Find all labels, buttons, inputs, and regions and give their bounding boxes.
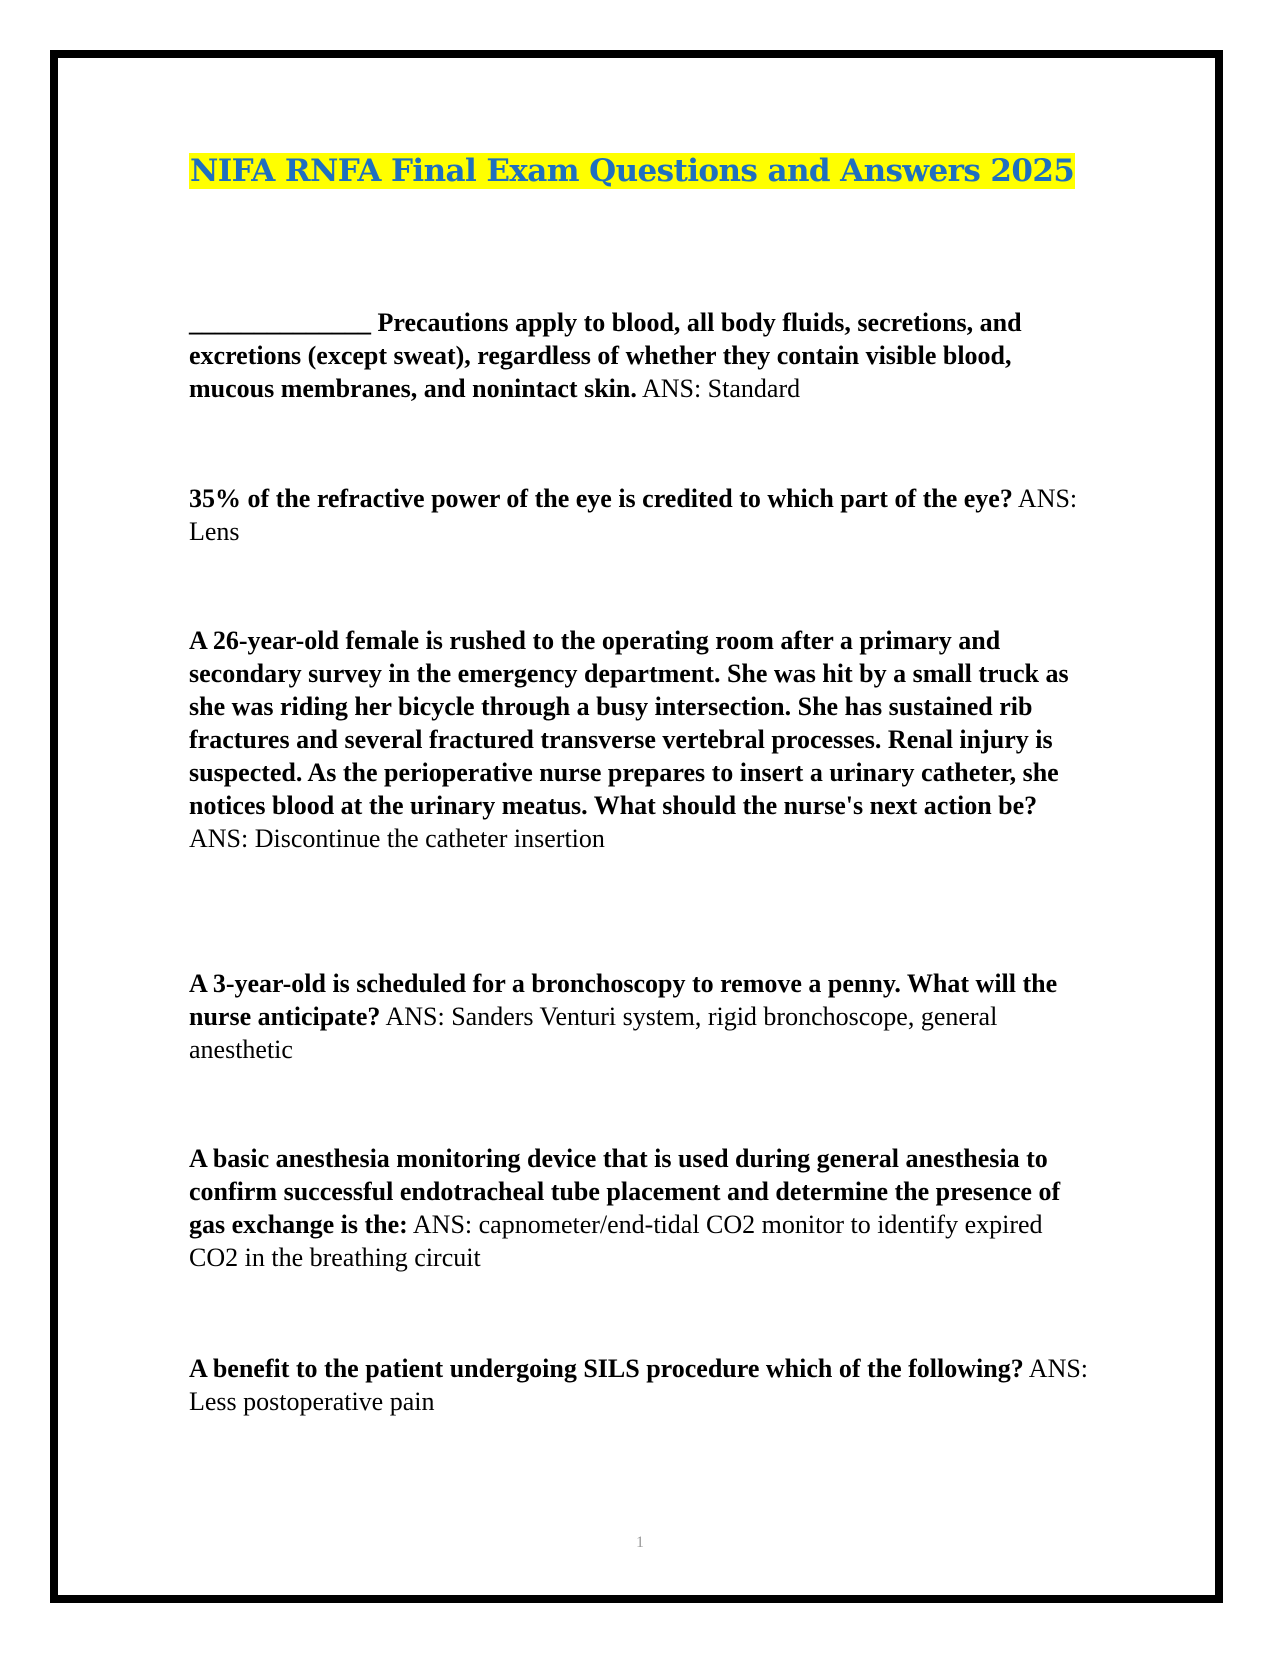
question-text: ______________ Precautions apply to blood, all body fluids, secretions, and excretions (except sweat), regardless of whether they contain visible blood, mucous membranes, and nonintact skin.: [189, 308, 1022, 403]
qa-item-3: [189, 624, 1089, 855]
question-text: A basic anesthesia monitoring device that is used during general anesthesia to confirm successful endotracheal tube placement and determine the presence of gas exchange is the:: [189, 1144, 1061, 1239]
question-text: A 26-year-old female is rushed to the operating room after a primary and secondary survey in the emergency department. She was hit by a small truck as she was riding her bicycle through a busy intersection. She has sustained rib fractures and several fractured transverse vertebral processes. Renal injury is suspected. As the perioperative nurse prepares to insert a urinary catheter, she notices blood at the urinary meatus. What should the nurse's next action be?: [189, 626, 1069, 820]
answer-text: ANS: Sanders Venturi system, rigid bronchoscope, general anesthetic: [189, 1002, 998, 1064]
question-text: A 3-year-old is scheduled for a bronchoscopy to remove a penny. What will the nurse anticipate?: [189, 969, 1058, 1031]
question-text: A benefit to the patient undergoing SILS procedure which of the following?: [189, 1354, 1024, 1383]
document-title: NIFA RNFA Final Exam Questions and Answers 2025: [190, 153, 1075, 189]
qa-item-1: [189, 306, 1089, 405]
answer-text: ANS: Discontinue the catheter insertion: [189, 824, 605, 853]
answer-text: ANS: capnometer/end-tidal CO2 monitor to identify expired CO2 in the breathing circuit: [189, 1210, 1043, 1272]
answer-text: ANS: Less postoperative pain: [189, 1354, 1089, 1416]
answer-text: ANS: Lens: [189, 484, 1078, 546]
qa-item-5: [189, 1142, 1089, 1274]
qa-item-2: [189, 482, 1089, 548]
question-text: 35% of the refractive power of the eye is credited to which part of the eye?: [189, 484, 1013, 513]
document-title-block: [189, 148, 1075, 194]
qa-item-4: [189, 967, 1089, 1066]
page-number: 1: [636, 1534, 644, 1551]
qa-item-6: [189, 1352, 1089, 1418]
answer-text: ANS: Standard: [641, 374, 801, 403]
